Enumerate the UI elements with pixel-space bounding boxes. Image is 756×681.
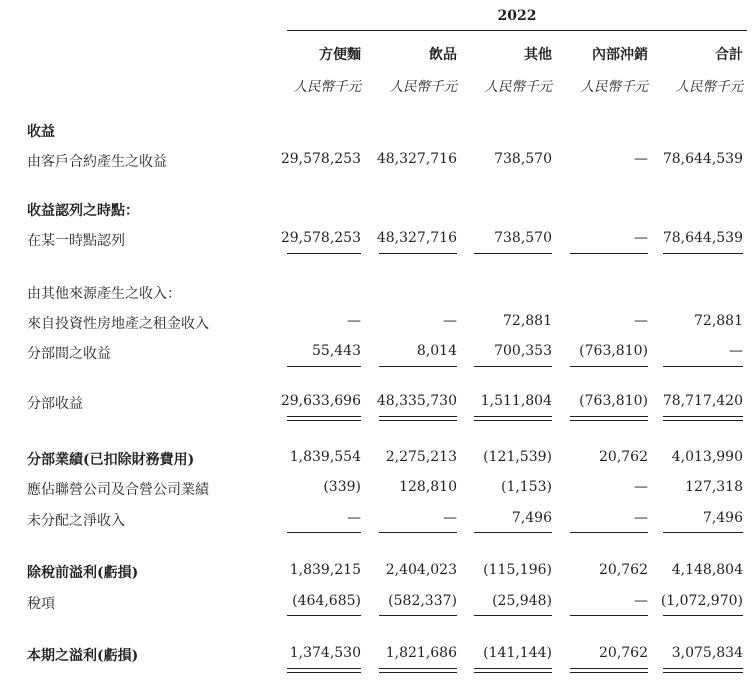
table-cell-instant-noodles: — — [347, 313, 361, 329]
underline-total — [663, 532, 743, 533]
underline-eliminations — [570, 615, 648, 616]
table-cell-total: 78,644,539 — [662, 230, 743, 246]
row-label: 由其他來源產生之收入： — [27, 286, 181, 302]
table-cell-others: 738,570 — [494, 230, 552, 246]
table-cell-beverages: 128,810 — [399, 479, 457, 495]
underline-beverages — [379, 532, 457, 533]
table-cell-beverages: 2,275,213 — [385, 449, 457, 465]
row-label: 收益認列之時點： — [27, 203, 139, 219]
table-cell-instant-noodles: — — [347, 510, 361, 526]
table-cell-eliminations: — — [634, 313, 648, 329]
table-cell-total: 4,148,804 — [671, 562, 743, 578]
table-cell-total: 127,318 — [685, 479, 743, 495]
table-cell-others: (115,196) — [483, 562, 552, 578]
underline-others — [474, 253, 552, 254]
row-label: 未分配之淨收入 — [27, 513, 125, 529]
table-cell-total: 78,717,420 — [662, 393, 743, 409]
underline-instant-noodles — [287, 532, 361, 533]
table-cell-total: 72,881 — [694, 313, 743, 329]
table-cell-beverages: 1,821,686 — [385, 645, 457, 661]
table-cell-total: (1,072,970) — [660, 593, 743, 609]
row-label: 應佔聯營公司及合營公司業績 — [27, 482, 209, 498]
table-cell-instant-noodles: 55,443 — [312, 343, 361, 359]
table-cell-beverages: 48,327,716 — [376, 230, 457, 246]
table-cell-instant-noodles: (339) — [323, 479, 361, 495]
table-cell-total: 7,496 — [702, 510, 743, 526]
row-label: 除稅前溢利(虧損) — [27, 565, 139, 581]
row-label: 本期之溢利(虧損) — [27, 648, 139, 664]
table-cell-eliminations: — — [634, 151, 648, 167]
double-underline-eliminations — [570, 668, 648, 673]
table-cell-eliminations: — — [634, 479, 648, 495]
table-cell-instant-noodles: (464,685) — [292, 593, 361, 609]
unit-label-instant-noodles: 人民幣千元 — [293, 79, 361, 95]
underline-beverages — [379, 615, 457, 616]
table-cell-instant-noodles: 1,374,530 — [289, 645, 361, 661]
table-cell-eliminations: 20,762 — [599, 562, 648, 578]
double-underline-beverages — [379, 668, 457, 673]
underline-beverages — [379, 366, 457, 367]
table-cell-eliminations: (763,810) — [579, 393, 648, 409]
column-header-beverages: 飲品 — [429, 47, 457, 63]
row-label: 由客戶合約產生之收益 — [27, 154, 167, 170]
table-cell-others: 7,496 — [511, 510, 552, 526]
column-header-others: 其他 — [524, 47, 552, 63]
row-label: 收益 — [27, 124, 55, 140]
row-label: 在某一時點認列 — [27, 233, 125, 249]
double-underline-instant-noodles — [287, 668, 361, 673]
row-label: 分部收益 — [27, 396, 83, 412]
table-cell-others: 72,881 — [503, 313, 552, 329]
unit-label-total: 人民幣千元 — [675, 79, 743, 95]
double-underline-instant-noodles — [287, 416, 361, 421]
row-label: 稅項 — [27, 596, 55, 612]
underline-others — [474, 366, 552, 367]
table-cell-beverages: 48,335,730 — [376, 393, 457, 409]
table-cell-beverages: (582,337) — [388, 593, 457, 609]
underline-total — [663, 253, 743, 254]
double-underline-others — [474, 668, 552, 673]
underline-total — [663, 366, 743, 367]
underline-total — [663, 615, 743, 616]
underline-others — [474, 615, 552, 616]
table-cell-eliminations: — — [634, 230, 648, 246]
double-underline-total — [663, 416, 743, 421]
row-label: 來自投資性房地產之租金收入 — [27, 316, 209, 332]
unit-label-beverages: 人民幣千元 — [389, 79, 457, 95]
table-cell-total: 78,644,539 — [662, 151, 743, 167]
table-cell-eliminations: — — [634, 510, 648, 526]
table-cell-others: 700,353 — [494, 343, 552, 359]
underline-eliminations — [570, 366, 648, 367]
table-cell-beverages: 48,327,716 — [376, 151, 457, 167]
table-cell-instant-noodles: 1,839,215 — [289, 562, 361, 578]
table-cell-instant-noodles: 29,633,696 — [280, 393, 361, 409]
year-heading: 2022 — [497, 8, 537, 24]
column-header-eliminations: 內部沖銷 — [592, 47, 648, 63]
underline-instant-noodles — [287, 615, 361, 616]
underline-eliminations — [570, 532, 648, 533]
table-cell-eliminations: — — [634, 593, 648, 609]
table-cell-eliminations: 20,762 — [599, 645, 648, 661]
table-cell-total: — — [729, 343, 743, 359]
row-label: 分部業績(已扣除財務費用) — [27, 452, 195, 468]
column-header-instant-noodles: 方便麵 — [319, 47, 361, 63]
double-underline-beverages — [379, 416, 457, 421]
row-label: 分部間之收益 — [27, 346, 111, 362]
double-underline-eliminations — [570, 416, 648, 421]
table-cell-others: (121,539) — [483, 449, 552, 465]
table-cell-beverages: — — [443, 510, 457, 526]
table-cell-total: 3,075,834 — [671, 645, 743, 661]
table-cell-others: 1,511,804 — [480, 393, 552, 409]
unit-label-eliminations: 人民幣千元 — [580, 79, 648, 95]
table-cell-total: 4,013,990 — [671, 449, 743, 465]
double-underline-others — [474, 416, 552, 421]
year-underline — [287, 30, 747, 31]
table-cell-others: (25,948) — [492, 593, 552, 609]
underline-instant-noodles — [287, 253, 361, 254]
table-cell-instant-noodles: 29,578,253 — [280, 151, 361, 167]
unit-label-others: 人民幣千元 — [484, 79, 552, 95]
table-cell-eliminations: (763,810) — [579, 343, 648, 359]
table-cell-instant-noodles: 29,578,253 — [280, 230, 361, 246]
table-cell-beverages: 2,404,023 — [385, 562, 457, 578]
table-cell-others: (141,144) — [483, 645, 552, 661]
double-underline-total — [663, 668, 743, 673]
table-cell-others: (1,153) — [500, 479, 552, 495]
table-cell-instant-noodles: 1,839,554 — [289, 449, 361, 465]
table-cell-beverages: — — [443, 313, 457, 329]
underline-beverages — [379, 253, 457, 254]
underline-instant-noodles — [287, 366, 361, 367]
underline-eliminations — [570, 253, 648, 254]
table-cell-others: 738,570 — [494, 151, 552, 167]
column-header-total: 合計 — [715, 47, 743, 63]
table-cell-beverages: 8,014 — [416, 343, 457, 359]
table-cell-eliminations: 20,762 — [599, 449, 648, 465]
underline-others — [474, 532, 552, 533]
